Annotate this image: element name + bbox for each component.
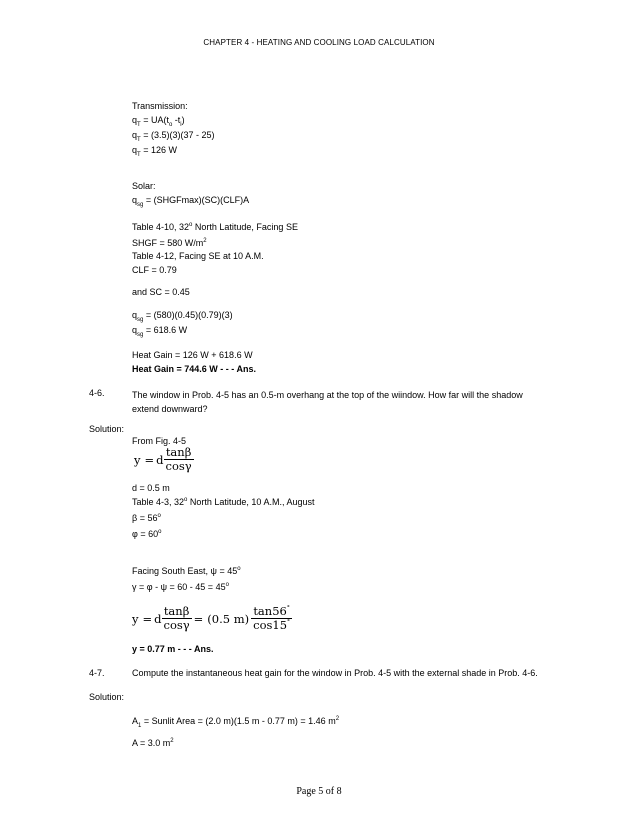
solar-table-ref-1: Table 4-10, 32$^o$ North Latitude, Facing SE (132, 222, 298, 232)
problem-4-7-text: Compute the instantaneous heat gain for the window in Prob. 4-5 with the external shade in Prob. 4-6. (132, 668, 538, 678)
gamma-value: $\gamma = \varphi - \psi = 60 - 45 = 45^o$ (132, 582, 229, 592)
beta-value: $\beta = 56^o$ (132, 513, 161, 523)
facing-psi: Facing South East, $\psi = 45^o$ (132, 566, 241, 576)
phi-value: $\varphi = 60^o$ (132, 529, 162, 539)
fig-reference: From Fig. 4-5 (132, 436, 187, 446)
solar-q-1: $q_{sg} = (580)(0.45)(0.79)(3)$ (132, 310, 233, 323)
solution-4-7-label: Solution: (89, 692, 125, 702)
solar-shgf: SHGF = 580 $W/m^2$ (132, 238, 207, 248)
solar-title: Solar: (132, 181, 156, 191)
total-area: A = 3.0 $m^2$ (132, 738, 174, 748)
transmission-title: Transmission: (132, 101, 188, 111)
solution-4-6-label: Solution: (89, 424, 125, 434)
problem-4-7-number: 4-7. (89, 668, 105, 678)
problem-4-6-text: The window in Prob. 4-5 has an 0.5-m overhang at the top of the wiindow. How far will the shadow extend downward? (132, 390, 523, 414)
heat-gain-sum: Heat Gain = 126 W + 618.6 W (132, 350, 253, 360)
overhang-depth: d = 0.5 m (132, 483, 170, 493)
problem-4-6-number: 4-6. (89, 388, 105, 398)
transmission-eq-2: $q_T = (3.5)(3)(37 - 25)$ (132, 130, 215, 143)
page-number: Page 5 of 8 (296, 786, 342, 797)
table-4-3-ref: Table 4-3, 32$^o$ North Latitude, 10 A.M., August (132, 497, 315, 507)
solar-eq-1: $q_{sg}$ = (SHGFmax)(SC)(CLF)A (132, 195, 250, 208)
shadow-formula: y = d $\frac{\tan\beta}{\cos\gamma}$ (134, 445, 192, 473)
solar-sc: and SC = 0.45 (132, 287, 190, 297)
transmission-eq-3: $q_T = 126$ W (132, 145, 177, 158)
heat-gain-answer: Heat Gain = 744.6 W - - - Ans. (132, 364, 256, 374)
transmission-eq-1: $q_T = UA(t_o$ $-t_i$) (132, 115, 185, 128)
shadow-answer: y = 0.77 m - - - Ans. (132, 644, 214, 654)
shadow-calculation: y = d $\frac{\tan\beta}{\cos\gamma}$ = (0.5 m) $\frac{\tan 56^\circ}{\cos 15^\circ}$ (132, 604, 291, 632)
solar-clf: CLF = 0.79 (132, 265, 177, 275)
solar-q-2: $q_{sg} = 618.6$ W (132, 325, 188, 338)
sunlit-area: $A_1$ = Sunlit Area = (2.0 m)(1.5 m - 0.77 m) = 1.46 $m^2$ (132, 716, 340, 729)
solar-table-ref-2: Table 4-12, Facing SE at 10 A.M. (132, 251, 264, 261)
chapter-header: CHAPTER 4 - HEATING AND COOLING LOAD CALCULATION (203, 38, 435, 47)
